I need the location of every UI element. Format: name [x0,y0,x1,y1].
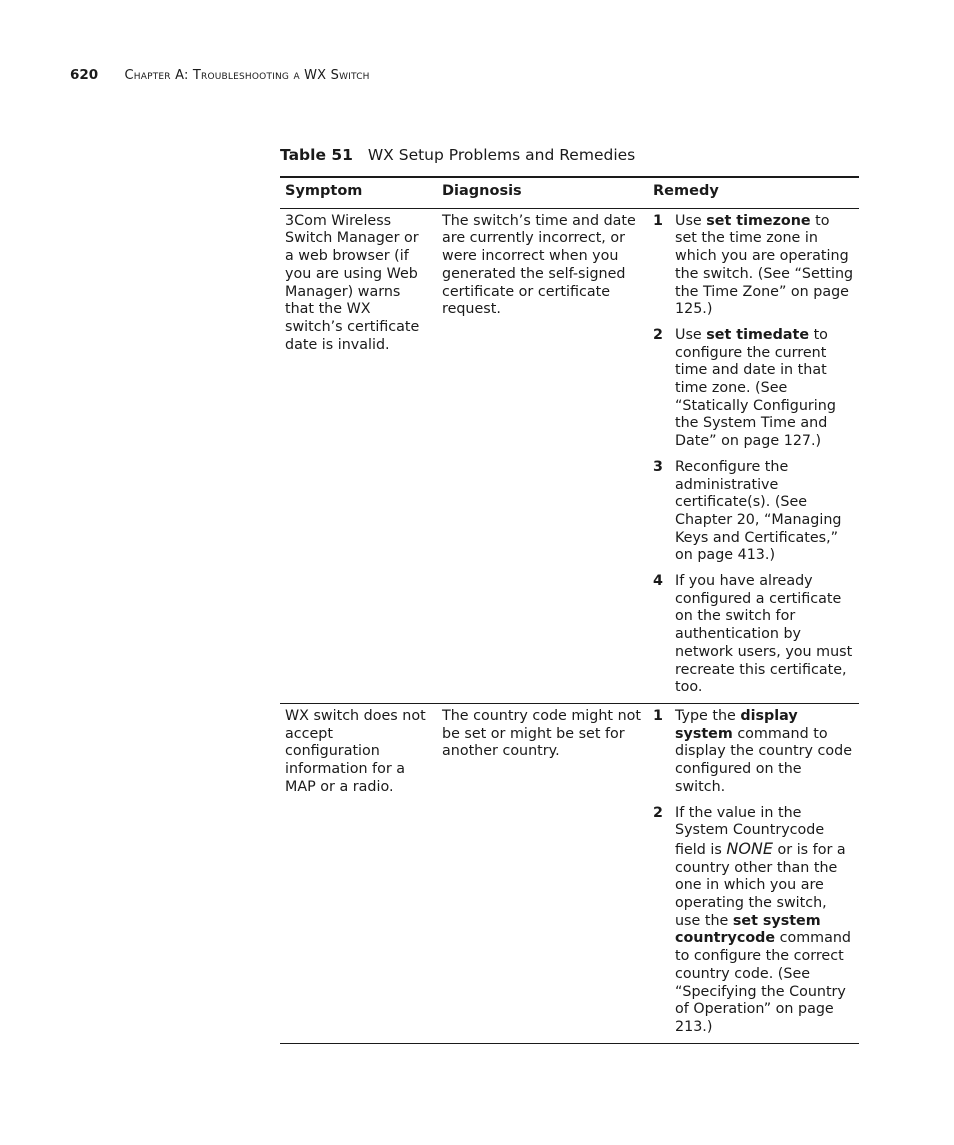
table-row [280,704,859,1044]
command-name: set timezone [706,212,811,229]
remedy-cell [648,704,859,1043]
table-label: Table 51 [280,146,353,164]
running-head [70,67,370,83]
remedy-step [653,805,855,1037]
diagnosis-cell: The country code might not be set or might be set for another country. [442,707,641,760]
symptom-cell: WX switch does not accept configuration information for a MAP or a radio. [285,707,426,795]
step-number: 4 [653,573,663,590]
column-header-remedy: Remedy [653,183,719,199]
table-caption [280,146,635,164]
step-number: 1 [653,707,663,724]
column-header-diagnosis: Diagnosis [442,183,522,199]
step-number: 2 [653,326,663,343]
step-text: If you have already configured a certificate on the switch for authentication by network users, you must recreate this certificate, too. [675,573,853,696]
command-name: set timedate [706,326,810,343]
column-header-symptom: Symptom [285,183,363,199]
step-number: 3 [653,458,663,475]
remedy-step [653,327,855,451]
step-text: Reconfigure the administrative certificate(s). (See Chapter 20, “Managing Keys and Certificates,” on page 413.) [675,458,842,564]
setup-problems-table [280,176,859,1044]
diagnosis-cell: The switch’s time and date are currently incorrect, or were incorrect when you generated the self-signed certificate or certificate request. [442,212,636,318]
step-number: 1 [653,212,663,229]
remedy-steps [653,708,855,1037]
page-number: 620 [70,67,99,83]
command-name: display system [675,707,798,742]
table-row [280,209,859,704]
step-text: Type the display system command to display the country code configured on the switch. [675,707,853,795]
step-text: Use set timedate to configure the current time and date in that time zone. (See “Statically Configuring the System Time and Date” on page 127.) [675,326,836,450]
symptom-cell: 3Com Wireless Switch Manager or a web browser (if you are using Web Manager) warns that the WX switch’s certificate date is invalid. [285,212,420,353]
command-name: set system countrycode [675,912,821,947]
table-title: WX Setup Problems and Remedies [367,146,636,164]
remedy-cell [648,209,859,703]
remedy-steps [653,213,855,697]
step-text: Use set timezone to set the time zone in which you are operating the switch. (See “Setting the Time Zone” on page 125.) [675,212,854,318]
remedy-step [653,213,855,319]
remedy-step [653,459,855,565]
field-value: NONE [726,838,773,858]
remedy-step [653,573,855,697]
remedy-step [653,708,855,797]
step-number: 2 [653,804,663,821]
step-text: If the value in the System Countrycode field is NONE or is for a country other than the one in which you are operating the switch, use the set system countrycode command to configure the correct country code. (See “Specifying the Country of Operation” on page 213.) [675,804,851,1035]
table-header-row [280,178,859,209]
chapter-title: Chapter A: Troubleshooting a WX Switch [124,68,370,83]
